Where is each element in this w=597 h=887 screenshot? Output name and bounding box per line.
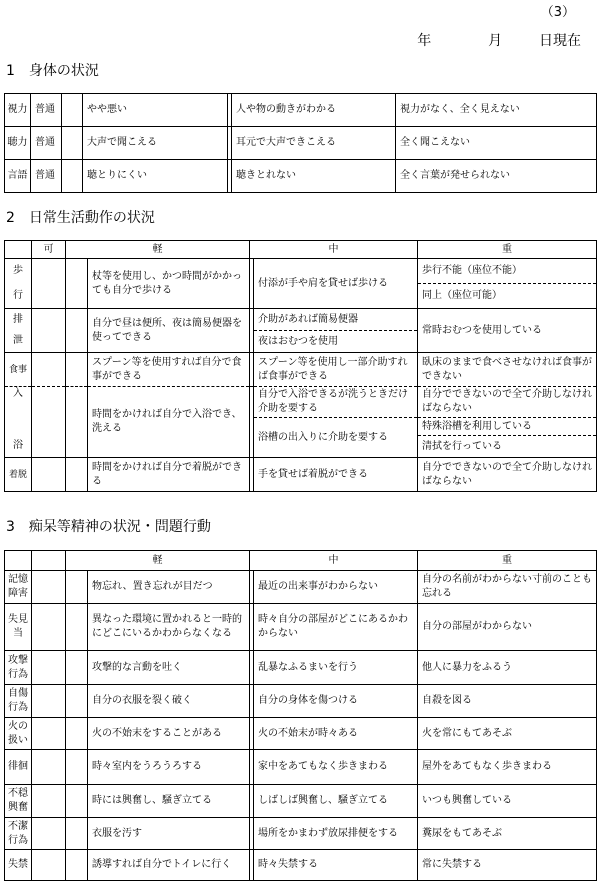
mental-row-medium: 時々失禁する <box>254 850 418 881</box>
mental-row-medium: 乱暴なふるまいを行う <box>254 651 418 685</box>
meal-label: 食事 <box>5 353 32 387</box>
mental-row-heavy: いつも興奮している <box>418 785 597 818</box>
mental-row-label: 記憶障害 <box>5 571 32 604</box>
date-line <box>417 30 581 50</box>
body-row-normal: 普通 <box>31 94 62 127</box>
mental-row-medium: 自分の身体を傷つける <box>254 685 418 718</box>
bath-heavy-1: 自分でできないので全て介助しなければならない <box>418 387 597 418</box>
mental-state-table <box>4 550 597 881</box>
mental-row-label: 不穏興奮 <box>5 785 32 818</box>
mental-row-medium: 火の不始末が時々ある <box>254 718 418 750</box>
mental-row-medium: しばしば興奮し、騒ぎ立てる <box>254 785 418 818</box>
mental-row-label: 火の扱い <box>5 718 32 750</box>
mental-row-light: 異なった環境に置かれると一時的にどこにいるかわからなくなる <box>88 604 250 651</box>
excrete-medium-2: 夜はおむつを使用 <box>254 331 418 353</box>
walk-label-2: 行 <box>5 284 32 309</box>
body-row-level1: やや悪い <box>83 94 228 127</box>
excrete-heavy: 常時おむつを使用している <box>418 309 597 353</box>
mental-row-medium: 時々自分の部屋がどこにあるかわからない <box>254 604 418 651</box>
excrete-label-2: 泄 <box>5 331 32 353</box>
mental-row-heavy: 屋外をあてもなく歩きまわる <box>418 750 597 785</box>
body-row-normal: 普通 <box>31 160 62 193</box>
section1-heading: 1 身体の状況 <box>6 63 99 79</box>
mental-row-heavy: 他人に暴力をふるう <box>418 651 597 685</box>
s3-header-light: 軽 <box>66 551 250 571</box>
body-row-level3: 全く言葉が発せられない <box>396 160 597 193</box>
mental-row-light: 自分の衣服を裂く破く <box>88 685 250 718</box>
body-row-normal: 普通 <box>31 127 62 160</box>
mental-row-heavy: 自分の名前がわからない寸前のことも忘れる <box>418 571 597 604</box>
walk-light: 杖等を使用し、かつ時間がかかっても自分で歩ける <box>88 259 250 309</box>
meal-light: スプーン等を使用すれば自分で食事ができる <box>88 353 250 387</box>
mental-row-medium: 場所をかまわず放尿排便をする <box>254 818 418 850</box>
mental-row-heavy: 火を常にもてあそぶ <box>418 718 597 750</box>
header-possible: 可 <box>32 241 66 259</box>
dress-light: 時間をかければ自分で着脱ができる <box>88 458 250 492</box>
mental-row-medium: 家中をあてもなく歩きまわる <box>254 750 418 785</box>
body-row-level1: 聴とりにくい <box>83 160 228 193</box>
body-row-level2: 人や物の動きがわかる <box>232 94 396 127</box>
body-row-level1: 大声で聞こえる <box>83 127 228 160</box>
mental-row-heavy: 常に失禁する <box>418 850 597 881</box>
header-medium: 中 <box>250 241 418 259</box>
mental-row-light: 火の不始末をすることがある <box>88 718 250 750</box>
bath-light: 時間をかければ自分で入浴でき、洗える <box>88 387 250 458</box>
body-row-label: 視力 <box>5 94 31 127</box>
body-row-level2: 聴きとれない <box>232 160 396 193</box>
body-row-level2: 耳元で大声できこえる <box>232 127 396 160</box>
mental-row-heavy: 自分の部屋がわからない <box>418 604 597 651</box>
body-row-level3: 視力がなく、全く見えない <box>396 94 597 127</box>
bath-label-2: 浴 <box>5 436 32 458</box>
mental-row-light: 物忘れ、置き忘れが目だつ <box>88 571 250 604</box>
body-row-label: 聴力 <box>5 127 31 160</box>
month-label: 月 <box>488 33 503 49</box>
excrete-light: 自分で昼は便所、夜は簡易便器を使ってできる <box>88 309 250 353</box>
excrete-medium-1: 介助があれば簡易便器 <box>254 309 418 331</box>
mental-row-light: 時々室内をうろうろする <box>88 750 250 785</box>
meal-heavy: 臥床のままで食べさせなければ食事ができない <box>418 353 597 387</box>
body-row-level3: 全く聞こえない <box>396 127 597 160</box>
header-light: 軽 <box>66 241 250 259</box>
body-condition-table <box>4 93 597 193</box>
walk-heavy-2: 同上（座位可能） <box>418 284 597 309</box>
day-label: 日現在 <box>539 33 581 49</box>
mental-row-label: 不潔行為 <box>5 818 32 850</box>
year-label: 年 <box>417 33 432 49</box>
mental-row-label: 自傷行為 <box>5 685 32 718</box>
body-row-label: 言語 <box>5 160 31 193</box>
excrete-label: 排 <box>5 309 32 331</box>
section2-heading: 2 日常生活動作の状況 <box>6 210 155 226</box>
adl-table <box>4 240 597 492</box>
page-number: （3） <box>540 5 575 20</box>
walk-heavy-1: 歩行不能（座位不能） <box>418 259 597 284</box>
meal-medium: スプーン等を使用し一部介助すれば食事ができる <box>254 353 418 387</box>
mental-row-light: 攻撃的な言動を吐く <box>88 651 250 685</box>
walk-medium: 付添が手や肩を貸せば歩ける <box>254 259 418 309</box>
mental-row-medium: 最近の出来事がわからない <box>254 571 418 604</box>
mental-row-light: 時には興奮し、騒ぎ立てる <box>88 785 250 818</box>
dress-medium: 手を貸せば着脱ができる <box>254 458 418 492</box>
mental-row-label: 徘徊 <box>5 750 32 785</box>
s3-header-medium: 中 <box>250 551 418 571</box>
mental-row-light: 誘導すれば自分でトイレに行く <box>88 850 250 881</box>
bath-label: 入 <box>5 387 32 418</box>
bath-medium-1: 自分で入浴できるが洗うときだけ介助を要する <box>254 387 418 418</box>
bath-heavy-2: 特殊浴槽を利用している <box>418 418 597 436</box>
mental-row-label: 失禁 <box>5 850 32 881</box>
header-heavy: 重 <box>418 241 597 259</box>
mental-row-light: 衣服を汚す <box>88 818 250 850</box>
s3-header-heavy: 重 <box>418 551 597 571</box>
mental-row-label: 失見当 <box>5 604 32 651</box>
walk-label: 歩 <box>5 259 32 284</box>
bath-medium-2: 浴槽の出入りに介助を要する <box>254 418 418 458</box>
section3-heading: 3 痴呆等精神の状況・問題行動 <box>6 519 211 535</box>
mental-row-heavy: 糞尿をもてあそぶ <box>418 818 597 850</box>
dress-label: 着脱 <box>5 458 32 492</box>
mental-row-label: 攻撃行為 <box>5 651 32 685</box>
mental-row-heavy: 自殺を図る <box>418 685 597 718</box>
bath-heavy-3: 清拭を行っている <box>418 436 597 458</box>
dress-heavy: 自分でできないので全て介助しなければならない <box>418 458 597 492</box>
